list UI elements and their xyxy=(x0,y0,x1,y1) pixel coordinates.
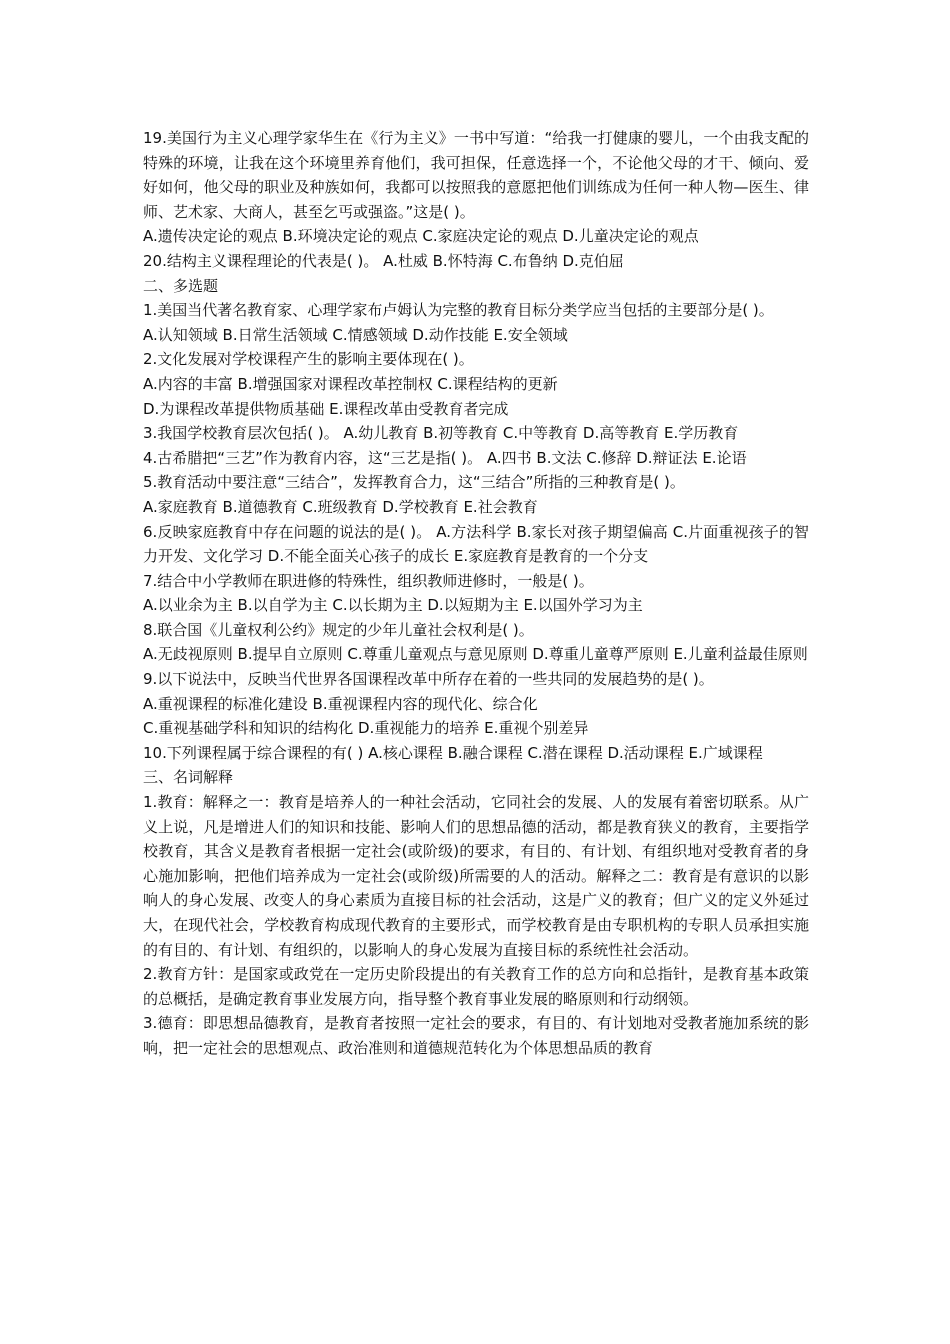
mc-question-3: 3.我国学校教育层次包括( )。 A.幼儿教育 B.初等教育 C.中等教育 D.高等教育 E.学历教育 xyxy=(143,424,739,443)
mc-question-2-options-b: D.为课程改革提供物质基础 E.课程改革由受教育者完成 xyxy=(143,399,509,418)
mc-question-6: 6.反映家庭教育中存在问题的说法的是( )。 A.方法科学 B.家长对孩子期望偏高 C.片面重视孩子的智力开发、文化学习 D.不能全面关心孩子的成长 E.家庭教育是教育的一个分支 xyxy=(143,522,809,566)
mc-question-10: 10.下列课程属于综合课程的有( ) A.核心课程 B.融合课程 C.潜在课程 D.活动课程 E.广域课程 xyxy=(143,743,763,762)
document-body xyxy=(143,126,809,1061)
question-20: 20.结构主义课程理论的代表是( )。 A.杜威 B.怀特海 C.布鲁纳 D.克伯屈 xyxy=(143,251,624,270)
mc-question-9-options-b: C.重视基础学科和知识的结构化 D.重视能力的培养 E.重视个别差异 xyxy=(143,719,589,738)
question-19-options: A.遗传决定论的观点 B.环境决定论的观点 C.家庭决定论的观点 D.儿童决定论的观点 xyxy=(143,227,699,246)
mc-question-8-options: A.无歧视原则 B.提早自立原则 C.尊重儿童观点与意见原则 D.尊重儿童尊严原则 E.儿童利益最佳原则 xyxy=(143,645,808,664)
section-heading-multiple-choice: 二、多选题 xyxy=(143,276,219,295)
definition-education-policy: 2.教育方针：是国家或政党在一定历史阶段提出的有关教育工作的总方向和总指针，是教育基本政策的总概括，是确定教育事业发展方向，指导整个教育事业发展的略原则和行动纲领。 xyxy=(143,965,809,1008)
mc-question-5-options: A.家庭教育 B.道德教育 C.班级教育 D.学校教育 E.社会教育 xyxy=(143,497,538,516)
mc-question-5: 5.教育活动中要注意“三结合”，发挥教育合力，这“三结合”所指的三种教育是( )。 xyxy=(143,473,685,492)
definition-moral-education: 3.德育：即思想品德教育，是教育者按照一定社会的要求，有目的、有计划地对受教者施加系统的影响，把一定社会的思想观点、政治准则和道德规范转化为个体思想品质的教育 xyxy=(143,1014,809,1057)
mc-question-2-options-a: A.内容的丰富 B.增强国家对课程改革控制权 C.课程结构的更新 xyxy=(143,374,558,393)
question-19: 19.美国行为主义心理学家华生在《行为主义》一书中写道：“给我一打健康的婴儿，一个由我支配的特殊的环境，让我在这个环境里养育他们，我可担保，任意选择一个，不论他父母的才干、倾向、爱好如何，他父母的职业及种族如何，我都可以按照我的意愿把他们训练成为任何一种人物—医生、律师、艺术家、大商人，甚至乞丐或强盗。”这是( )。 xyxy=(143,129,809,221)
definition-education: 1.教育：解释之一：教育是培养人的一种社会活动，它同社会的发展、人的发展有着密切联系。从广义上说，凡是增进人们的知识和技能、影响人们的思想品德的活动，都是教育狭义的教育，主要指学校教育，其含义是教育者根据一定社会(或阶级)的要求，有目的、有计划、有组织地对受教育者的身心施加影响，把他们培养成为一定社会(或阶级)所需要的人的活动。解释之二：教育是有意识的以影响人的身心发展、改变人的身心素质为直接目标的社会活动，这是广义的教育；但广义的定义外延过大，在现代社会，学校教育构成现代教育的主要形式，而学校教育是由专职机构的专职人员承担实施的有目的、有计划、有组织的，以影响人的身心发展为直接目标的系统性社会活动。 xyxy=(143,793,809,959)
mc-question-1-options: A.认知领域 B.日常生活领域 C.情感领域 D.动作技能 E.安全领域 xyxy=(143,325,568,344)
section-heading-term-definitions: 三、名词解释 xyxy=(143,768,234,787)
mc-question-8: 8.联合国《儿童权利公约》规定的少年儿童社会权利是( )。 xyxy=(143,620,534,639)
mc-question-7: 7.结合中小学教师在职进修的特殊性，组织教师进修时，一般是( )。 xyxy=(143,571,594,590)
mc-question-9: 9.以下说法中，反映当代世界各国课程改革中所存在着的一些共同的发展趋势的是( )。 xyxy=(143,670,714,689)
mc-question-4: 4.古希腊把“三艺”作为教育内容，这“三艺是指( )。 A.四书 B.文法 C.修辞 D.辩证法 E.论语 xyxy=(143,448,747,467)
mc-question-9-options-a: A.重视课程的标准化建设 B.重视课程内容的现代化、综合化 xyxy=(143,694,538,713)
mc-question-2: 2.文化发展对学校课程产生的影响主要体现在( )。 xyxy=(143,350,474,369)
mc-question-1: 1.美国当代著名教育家、心理学家布卢姆认为完整的教育目标分类学应当包括的主要部分是( )。 xyxy=(143,301,774,320)
mc-question-7-options: A.以业余为主 B.以自学为主 C.以长期为主 D.以短期为主 E.以国外学习为主 xyxy=(143,596,643,615)
